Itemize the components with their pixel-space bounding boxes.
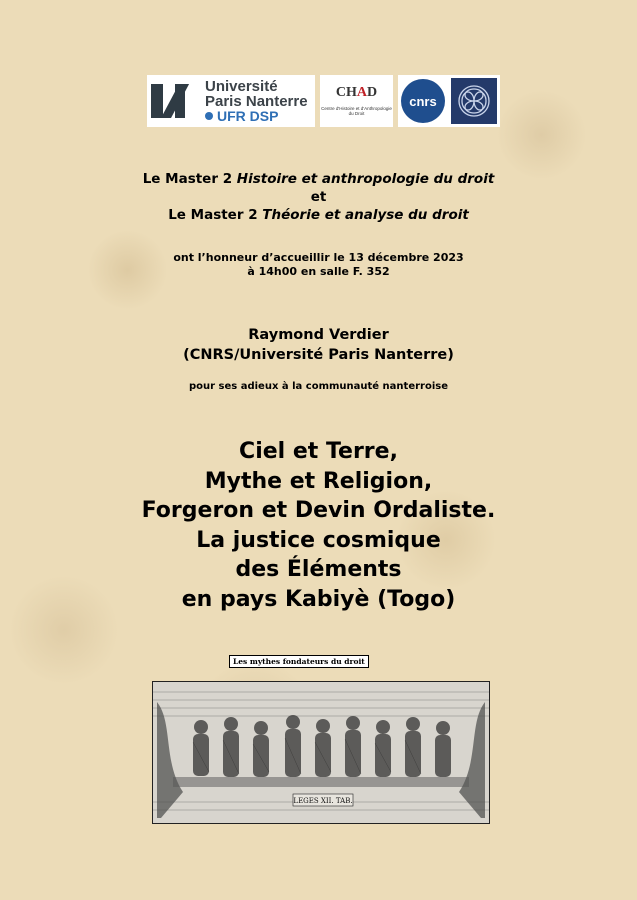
blue-dot-icon [205,112,213,120]
masters-block [0,170,637,224]
talk-title-line: des Éléments [235,557,402,582]
master-1-title: Histoire et anthropologie du droit [236,171,495,187]
master-2-title: Théorie et analyse du droit [262,207,469,223]
talk-title-line: Mythe et Religion, [204,468,433,494]
event-details [0,251,637,279]
speaker-affiliation: (CNRS/Université Paris Nanterre) [183,347,454,363]
engraving-illustration [153,682,489,823]
chad-title: CHAD [335,85,378,100]
event-date-line: ont l’honneur d’accueillir le 13 décembre 2023 [173,251,464,264]
cnrs-logo-group [398,75,500,127]
series-label-wrapper [229,649,369,668]
talk-title [0,437,637,614]
speaker-block [0,325,637,365]
engraving-inscription: LEGES XII. TAB. [293,797,353,805]
universite-paris-nanterre-logo [147,75,315,127]
talk-title-line: en pays Kabiyè (Togo) [181,586,456,612]
university-name-line1: Université [205,77,278,95]
connector-et: et [310,189,327,205]
cnrs-logo: cnrs [401,79,445,123]
chad-logo [320,75,393,127]
series-label: Les mythes fondateurs du droit [229,655,369,668]
logo-bar [147,75,500,127]
talk-title-line: La justice cosmique [196,527,441,553]
university-name-line2: Paris Nanterre [205,92,308,110]
circular-emblem-icon [451,78,497,124]
talk-title-line: Forgeron et Devin Ordaliste. [141,498,496,523]
nanterre-n-icon [151,82,197,120]
chad-subtitle: Centre d'Histoire et d'Anthropologie du Droit [321,106,392,116]
master-2-line: Le Master 2 Théorie et analyse du droit [168,207,469,223]
engraving-image [152,681,490,824]
event-time-room-line: à 14h00 en salle F. 352 [247,265,390,278]
speaker-name: Raymond Verdier [248,327,389,343]
ufr-dsp-label: UFR DSP [205,109,308,124]
farewell-line: pour ses adieux à la communauté nanterroise [188,381,448,392]
talk-title-line: Ciel et Terre, [239,439,398,464]
master-1-line: Le Master 2 Histoire et anthropologie du droit [142,171,495,187]
